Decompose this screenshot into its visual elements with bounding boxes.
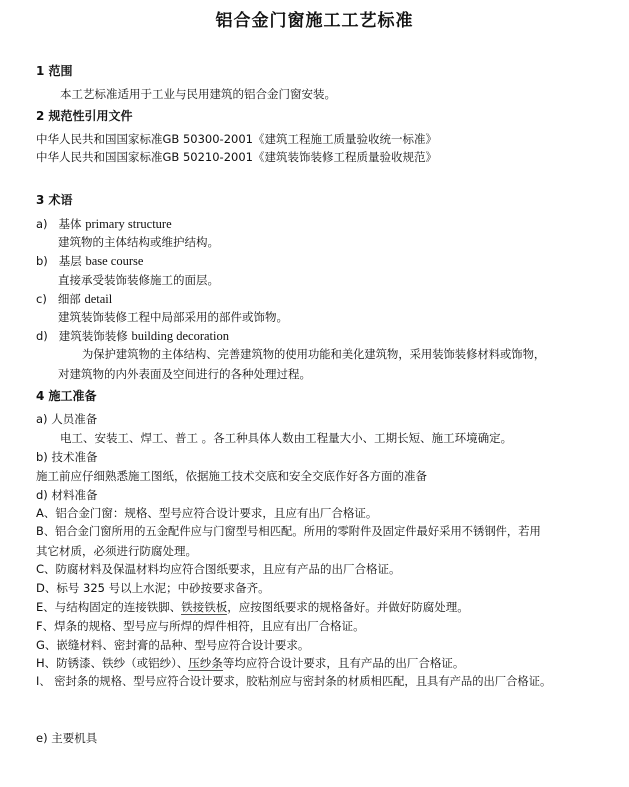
section-4-heading: 4 施工准备 [36,389,97,403]
term-d [36,328,229,344]
term-d-def-line1: 为保护建筑物的主体结构、完善建筑物的使用功能和美化建筑物，采用装饰装修材料或饰物， [82,348,546,361]
material-item-h [36,655,464,671]
term-d-marker: d) [36,329,48,343]
term-b-en: base course [85,254,144,268]
term-b [36,253,143,269]
material-item-b-line2: 其它材质，必须进行防腐处理。 [36,544,197,558]
material-item-e-underlined: 铁接铁板 [181,600,228,614]
term-d-def-line2: 对建筑物的内外表面及空间进行的各种处理过程。 [58,367,311,381]
tech-prep-text: 施工前应仔细熟悉施工图纸，依据施工技术交底和安全交底作好各方面的准备 [36,469,427,483]
staff-prep-label: a) 人员准备 [36,412,98,426]
material-item-e-prefix: E、与结构固定的连接铁脚、 [36,600,182,614]
material-item-b-line1: B、铝合金门窗所用的五金配件应与门窗型号相匹配。所用的零附件及固定件最好采用不锈钢件，若用 [36,525,541,538]
material-item-d: D、标号 325 号以上水泥；中砂按要求备齐。 [36,581,270,595]
material-item-h-underlined: 压纱条 [188,656,223,670]
section-1-text: 本工艺标准适用于工业与民用建筑的铝合金门窗安装。 [60,87,336,101]
document-title: 铝合金门窗施工工艺标准 [215,11,414,31]
material-prep-label: d) 材料准备 [36,488,98,502]
term-b-marker: b) [36,254,48,268]
section-2-heading: 2 规范性引用文件 [36,109,133,123]
term-a-en: primary structure [85,217,172,231]
material-item-f: F、焊条的规格、型号应与所焊的焊件相符，且应有出厂合格证。 [36,619,365,633]
term-c-zh: 细部 [57,292,81,306]
term-c-en: detail [84,292,113,306]
material-item-g: G、嵌缝材料、密封膏的品种、型号应符合设计要求。 [36,638,310,652]
material-item-i: I、 密封条的规格、型号应符合设计要求，胶粘剂应与密封条的材质相匹配，且具有产品的出厂合格证。 [36,675,552,688]
material-item-h-prefix: H、防锈漆、铁纱（或铝纱）、 [36,656,189,670]
reference-1: 中华人民共和国国家标准GB 50300-2001《建筑工程施工质量验收统一标准》 [36,132,437,146]
reference-2: 中华人民共和国国家标准GB 50210-2001《建筑装饰装修工程质量验收规范》 [36,150,437,164]
term-a-marker: a) [36,217,48,231]
term-c [36,291,112,307]
term-b-def: 直接承受装饰装修施工的面层。 [58,273,219,287]
term-d-en: building decoration [131,329,229,343]
term-a-def: 建筑物的主体结构或维护结构。 [58,235,219,249]
section-3-heading: 3 术语 [36,193,73,207]
material-item-c: C、防腐材料及保温材料均应符合图纸要求，且应有产品的出厂合格证。 [36,562,401,576]
term-b-zh: 基层 [58,254,82,268]
material-item-h-suffix: 等均应符合设计要求，且有产品的出厂合格证。 [222,656,465,670]
term-d-zh: 建筑装饰装修 [58,329,128,343]
tech-prep-label: b) 技术准备 [36,450,98,464]
term-c-marker: c) [36,292,47,306]
term-a [36,216,172,232]
staff-prep-text: 电工、安装工、焊工、普工 。各工种具体人数由工程量大小、工期长短、施工环境确定。 [60,431,513,445]
material-item-e-suffix: ，应按图纸要求的规格备好。并做好防腐处理。 [227,600,469,614]
term-c-def: 建筑装饰装修工程中局部采用的部件或饰物。 [58,310,288,324]
equipment-label: e) 主要机具 [36,731,98,745]
material-item-a: A、铝合金门窗：规格、型号应符合设计要求，且应有出厂合格证。 [36,506,378,520]
material-item-e [36,599,469,615]
term-a-zh: 基体 [58,217,82,231]
section-1-heading: 1 范围 [36,64,73,78]
